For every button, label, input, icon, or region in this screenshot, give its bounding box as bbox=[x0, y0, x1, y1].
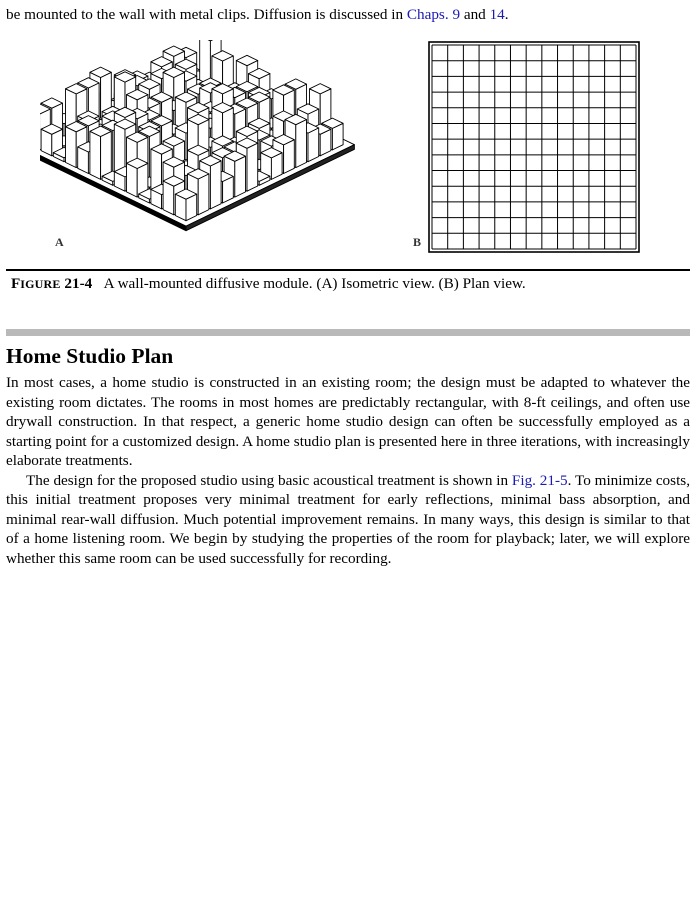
caption-top-rule bbox=[6, 269, 690, 271]
fig-21-5-link[interactable]: Fig. 21-5 bbox=[511, 471, 568, 489]
figure-21-4 bbox=[0, 40, 695, 255]
iso-column-face bbox=[296, 120, 307, 168]
isometric-view-illustration bbox=[40, 40, 360, 255]
figure-caption bbox=[11, 274, 526, 294]
iso-column-face bbox=[210, 161, 221, 209]
plan-view-grid bbox=[428, 41, 640, 253]
continuation-line bbox=[6, 5, 690, 24]
continuation-and: and bbox=[460, 6, 490, 23]
body-text bbox=[6, 373, 690, 568]
section-divider bbox=[6, 329, 690, 336]
section-title: Home Studio Plan bbox=[6, 344, 174, 368]
paragraph-2: The design for the proposed studio using basic acoustical treatment is shown in Fig. 21-5. To minimize costs, this initial treatment proposes very minimal treatment for early reflections, minimal bass absorption, and minimal rear-wall diffusion. Much potential improvement remains. In many ways, this design is similar to that of a home listening room. We begin by studying the properties of the room for playback; later, we will explore whether this same room can be used successfully for recording. bbox=[6, 471, 690, 567]
iso-column-face bbox=[66, 127, 77, 168]
iso-column-face bbox=[90, 131, 101, 179]
plan-outer-frame bbox=[429, 42, 639, 252]
caption-figure-number: FIGURE 21-4 bbox=[11, 275, 93, 292]
iso-column-face bbox=[247, 143, 258, 191]
figure-label-b: B bbox=[413, 235, 422, 249]
continuation-text: be mounted to the wall with metal clips. Diffusion is discussed in bbox=[6, 6, 407, 23]
figure-label-a: A bbox=[55, 235, 64, 249]
iso-column-face bbox=[284, 140, 295, 174]
chapter-14-link[interactable]: 14 bbox=[489, 6, 505, 23]
chapter-9-link[interactable]: Chaps. 9 bbox=[406, 6, 461, 23]
iso-column-face bbox=[163, 181, 174, 215]
iso-column-face bbox=[308, 128, 319, 162]
iso-column-face bbox=[127, 163, 138, 197]
paragraph-1: In most cases, a home studio is constructed in an existing room; the design must be adapted to whatever the existing room dictates. The rooms in most homes are predictably rectangular, with 8-ft ceilings, and often use drywall construction. In that respect, a generic home studio design can often be successfully employed as a starting point for a customized design. A home studio plan is presented here in three iterations, with increasingly elaborate treatments. bbox=[6, 374, 690, 469]
caption-text: A wall-mounted diffusive module. (A) Isometric view. (B) Plan view. bbox=[103, 275, 526, 292]
continuation-period: . bbox=[504, 6, 509, 23]
iso-column-face bbox=[198, 174, 209, 215]
iso-column-face bbox=[235, 156, 246, 197]
